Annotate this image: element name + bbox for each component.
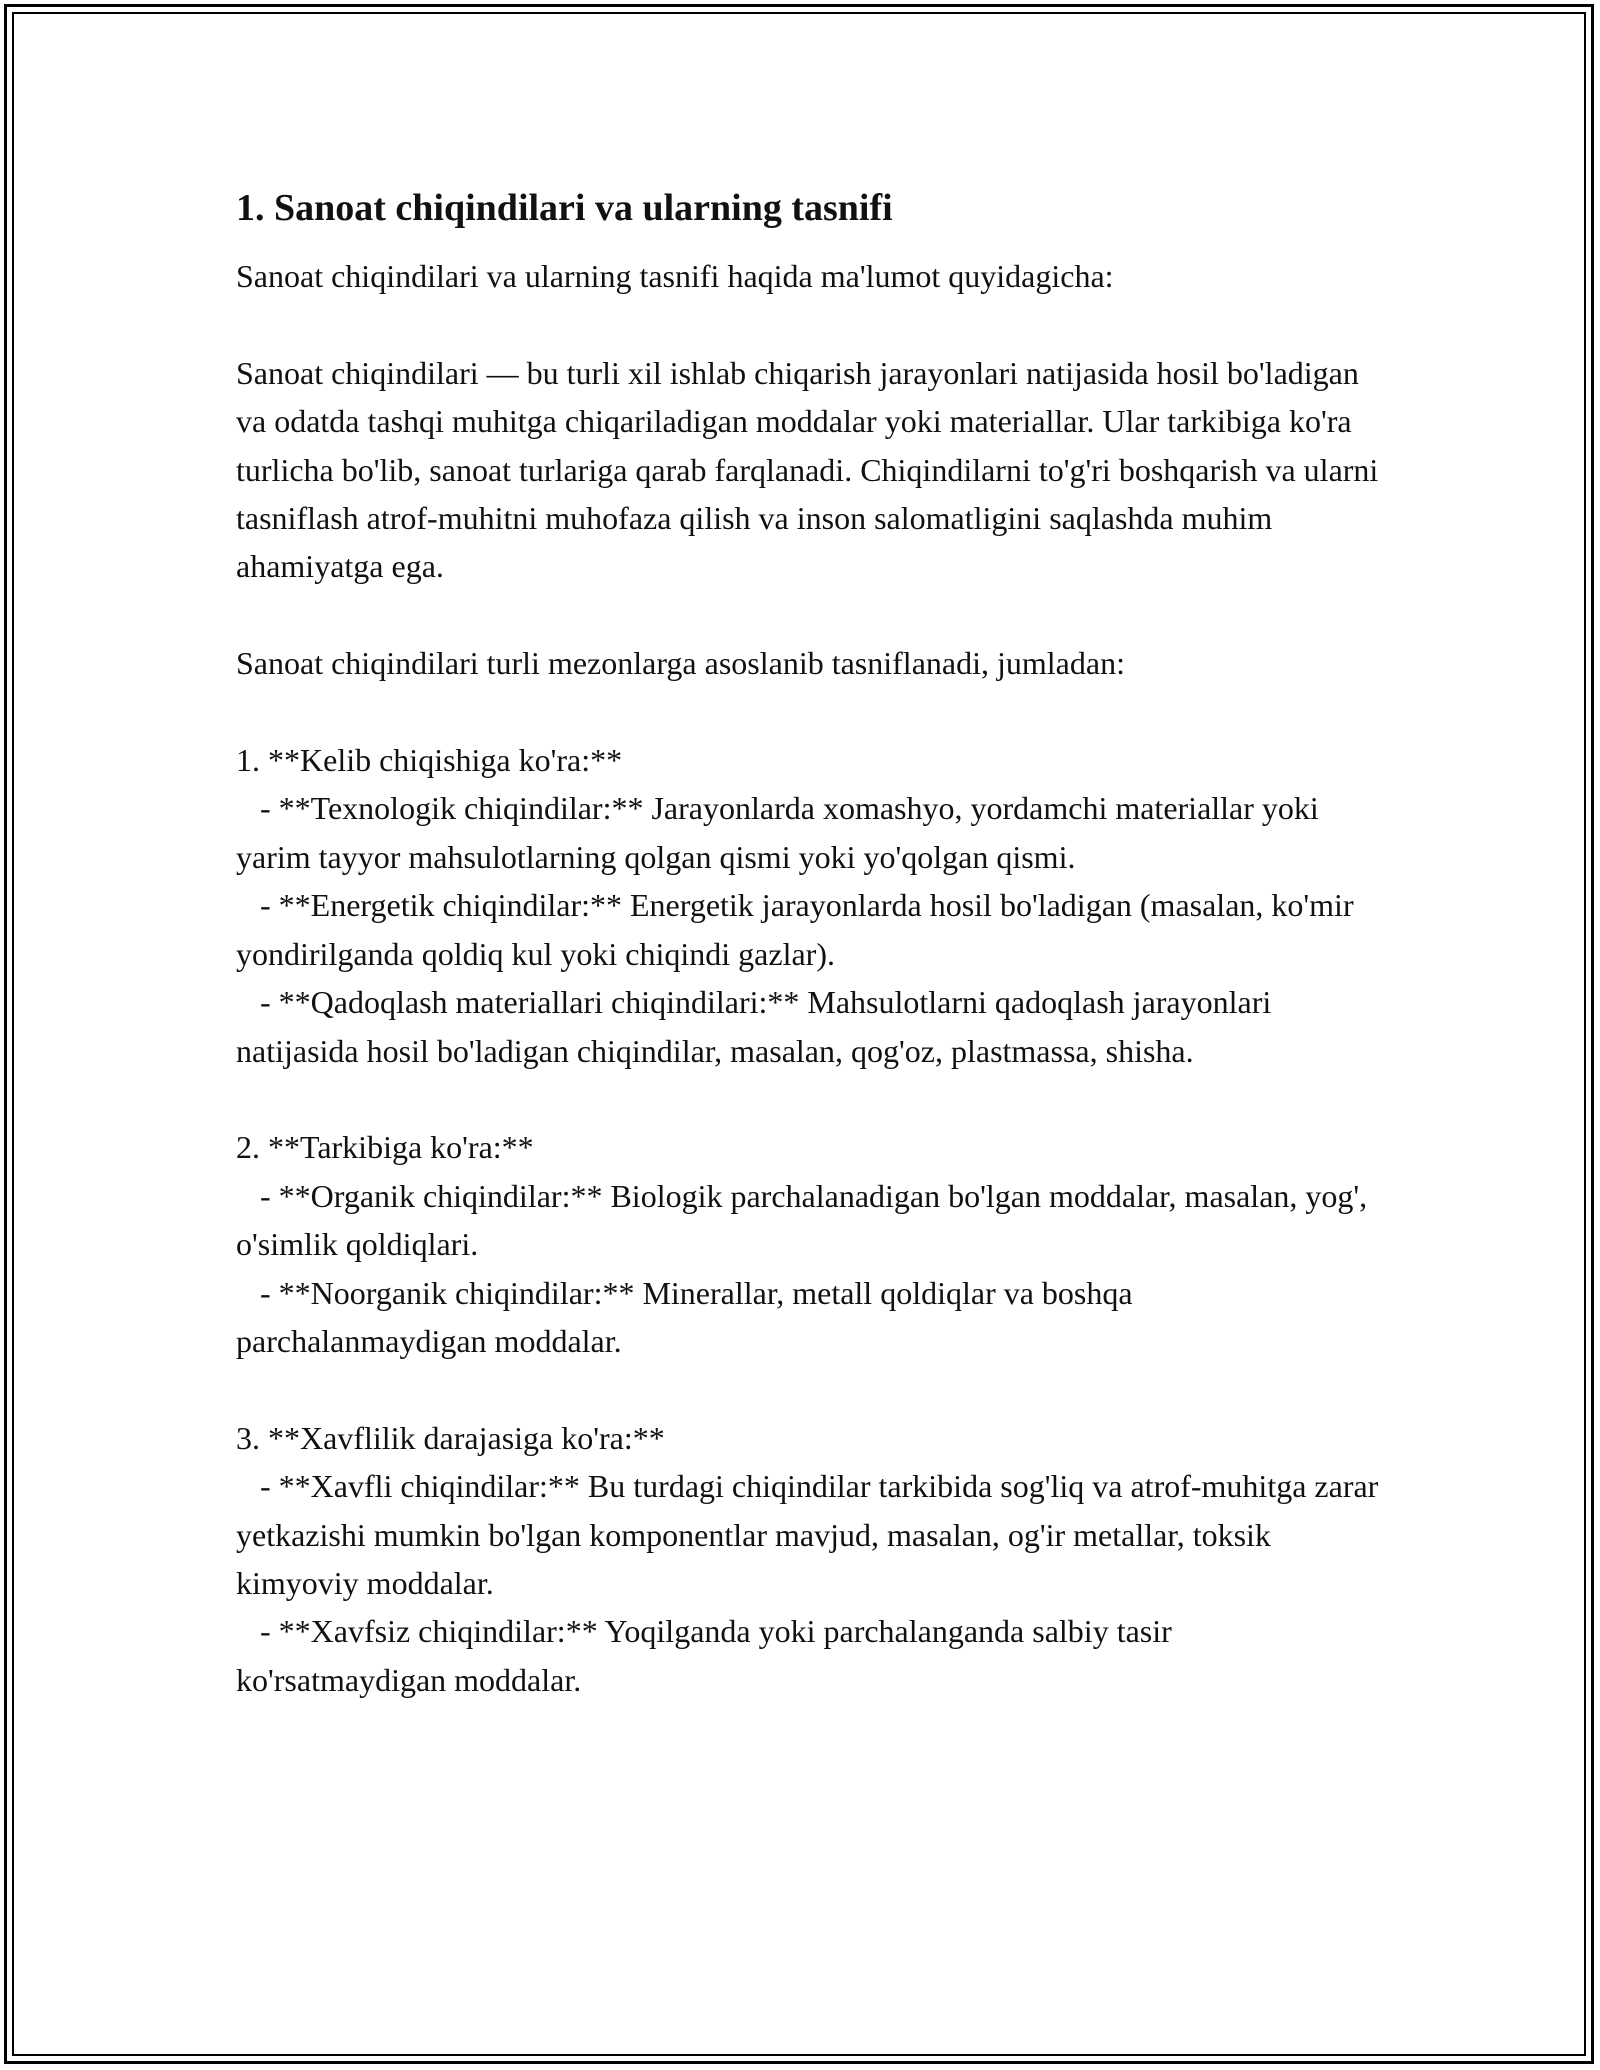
document-body: Sanoat chiqindilari va ularning tasnifi haqida ma'lumot quyidagicha: Sanoat chiqindilari — bu turli xil ishlab chiqarish jarayonlari natijasida hosil bo'ladigan va odatda tashqi muhitga chiqariladigan moddalar yoki materiallar. Ular tarkibiga ko'ra turlicha bo'lib, sanoat turlariga qarab farqlanadi. Chiqindilarni to'g'ri boshqarish va ularni tasniflash atrof-muhitni muhofaza qilish va inson salomatligini saqlashda muhim ahamiyatga ega. Sanoat chiqindilari turli mezonlarga asoslanib tasniflanadi, jumladan: 1. **Kelib chiqishiga ko'ra:** - **Texnologik chiqindilar:** Jarayonlarda xomashyo, yordamchi materiallar yoki yarim tayyor mahsulotlarning qolgan qismi yoki yo'qolgan qismi. - **Energetik chiqindilar:** Energetik jarayonlarda hosil bo'ladigan (masalan, ko'mir yondirilganda qoldiq kul yoki chiqindi gazlar). - **Qadoqlash materiallari chiqindilari:** Mahsulotlarni qadoqlash jarayonlari natijasida hosil bo'ladigan chiqindilar, masalan, qog'oz, plastmassa, shisha. 2. **Tarkibiga ko'ra:** - **Organik chiqindilar:** Biologik parchalanadigan bo'lgan moddalar, masalan, yog', o'simlik qoldiqlari. - **Noorganik chiqindilar:** Minerallar, metall qoldiqlar va boshqa parchalanmaydigan moddalar. 3. **Xavflilik darajasiga ko'ra:** - **Xavfli chiqindilar:** Bu turdagi chiqindilar tarkibida sog'liq va atrof-muhitga zarar yetkazishi mumkin bo'lgan komponentlar mavjud, masalan, og'ir metallar, toksik kimyoviy moddalar. - **Xavfsiz chiqindilar:** Yoqilganda yoki parchalanganda salbiy tasir ko'rsatmaydigan moddalar. <box>236 258 1379 1698</box>
document-content <box>236 184 1386 1704</box>
page-title: 1. Sanoat chiqindilari va ularning tasnifi <box>236 187 893 229</box>
